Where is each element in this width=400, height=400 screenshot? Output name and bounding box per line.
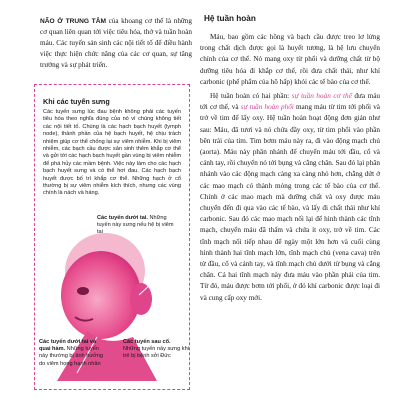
intro-paragraph xyxy=(40,16,192,71)
section-body xyxy=(200,32,380,304)
caption-ear-glands: Các tuyến dưới tai. Những tuyến này sưng nếu hệ bị viêm tai xyxy=(97,215,174,236)
paragraph-2: Hệ tuần hoàn có hai phần: sự tuần hoàn cơ thể đưa máu tới cơ thể, và sự tuần hoàn phổi mang máu từ tim tới phổi và trở về tim để lấy oxy. Hệ tuần hoàn hoạt động đơn giản như sau: Máu, đã tươi và nó chứa đầy oxy, từ tim phổi vào phần bên trái của tim. Tim bơm máu này ra, đi vào động mạch chủ (aorta). Máu này phân nhánh để chuyển máu tới đầu, cổ và cánh tay, rồi chuyển nó tới bụng và cẳng chân. Sau đó lại phân nhánh vào các động mạch càng xa càng nhỏ hơn, chẳng dứt ở các mao mạch có thành mỏng trong các tế bào của cơ thể. Chính ở các mao mạch mà dưỡng chất và oxy được máu chuyển đến đi qua vào các tế bào, và lấy đi chất thải như khí carbonic. Sau đó các mao mạch nối lại để hình thành các tĩnh mạch, chuyển máu đã thấm và chứa ít oxy, trở về tim. Các tĩnh mạch nối tiếp nhau để ngày một lớn hơn và cuối cùng hình thành hai tĩnh mạch lớn, tĩnh mạch chủ (vena cava) trên từ đầu, cổ và cánh tay, và tĩnh mạch chủ dưới từ bụng và cẳng chân. Cả hai tĩnh mạch này đưa máu vào phần phải của tim. Từ đó, máu được bơm tới phổi, ở đó khí carbonic được loại đi và cung cấp oxy mới. xyxy=(200,92,380,302)
intro-text: của khoang cơ thể là những cơ quan liên quan tới việc tiêu hóa, thở và tuần hoàn máu. Các tuyến sản sinh các nội tiết tố để điều hành việc thực hiện chức năng của các cơ quan, sự tăng trưởng và sự phát triển. xyxy=(40,17,192,69)
sidebar-box xyxy=(34,84,190,390)
paragraph-1: Máu, bao gồm các hồng và bạch cầu được treo lơ lửng trong chất dịch được gọi là huyết tương, là hệ lưu chuyển chính của cơ thể. Nó mang oxy từ phổi và dưỡng chất từ bộ dưỡng tiêu hóa đi khắp cơ thể, rồi đưa chất thải, như khí carbonic (phế phẩm của hô hấp) khỏi các tế bào của cơ thể. xyxy=(200,33,380,86)
sidebar-text: Các tuyến sưng lúc đau bệnh không phải các tuyến tiêu hóa theo nghĩa đúng của nó vì chúng không tiết các nội tiết tố. Chúng là các hạch bạch huyết (lymph node), thành phần của hệ bạch huyết, hệ chịu trách nhiệm giúp cơ thể chống lại sự viêm nhiễm. Khi bị viêm nhiễm, các bạch cầu được sản sinh thêm khắp cơ thể và gửi tới các hạch bạch huyết gần vùng bị viêm nhiễm để phá hủy các mầm bệnh. Việc này làm cho các hạch bạch huyết sưng và có thể hơi đau. Các hạch bạch huyết được bố trí khắp cơ thể. Những hạch ở cổ thường bị sự viêm nhiễm kích thích, nhưng các vùng chính là nách và háng. xyxy=(43,109,181,197)
intro-lead: NÃO Ở TRUNG TÂM xyxy=(40,18,106,25)
caption-jaw-glands: Các tuyến dưới tai và quai hàm. Những tuyến này thường bị ảnh hưởng do viêm họng hạnh nhân xyxy=(39,339,103,367)
sidebar-title: Khi các tuyến sưng xyxy=(43,97,110,106)
caption-neck-glands: Các tuyến sau cổ. Những tuyến này sưng khi trẻ bị bệnh sởi Đức xyxy=(123,339,189,360)
section-heading: Hệ tuần hoàn xyxy=(204,14,256,23)
